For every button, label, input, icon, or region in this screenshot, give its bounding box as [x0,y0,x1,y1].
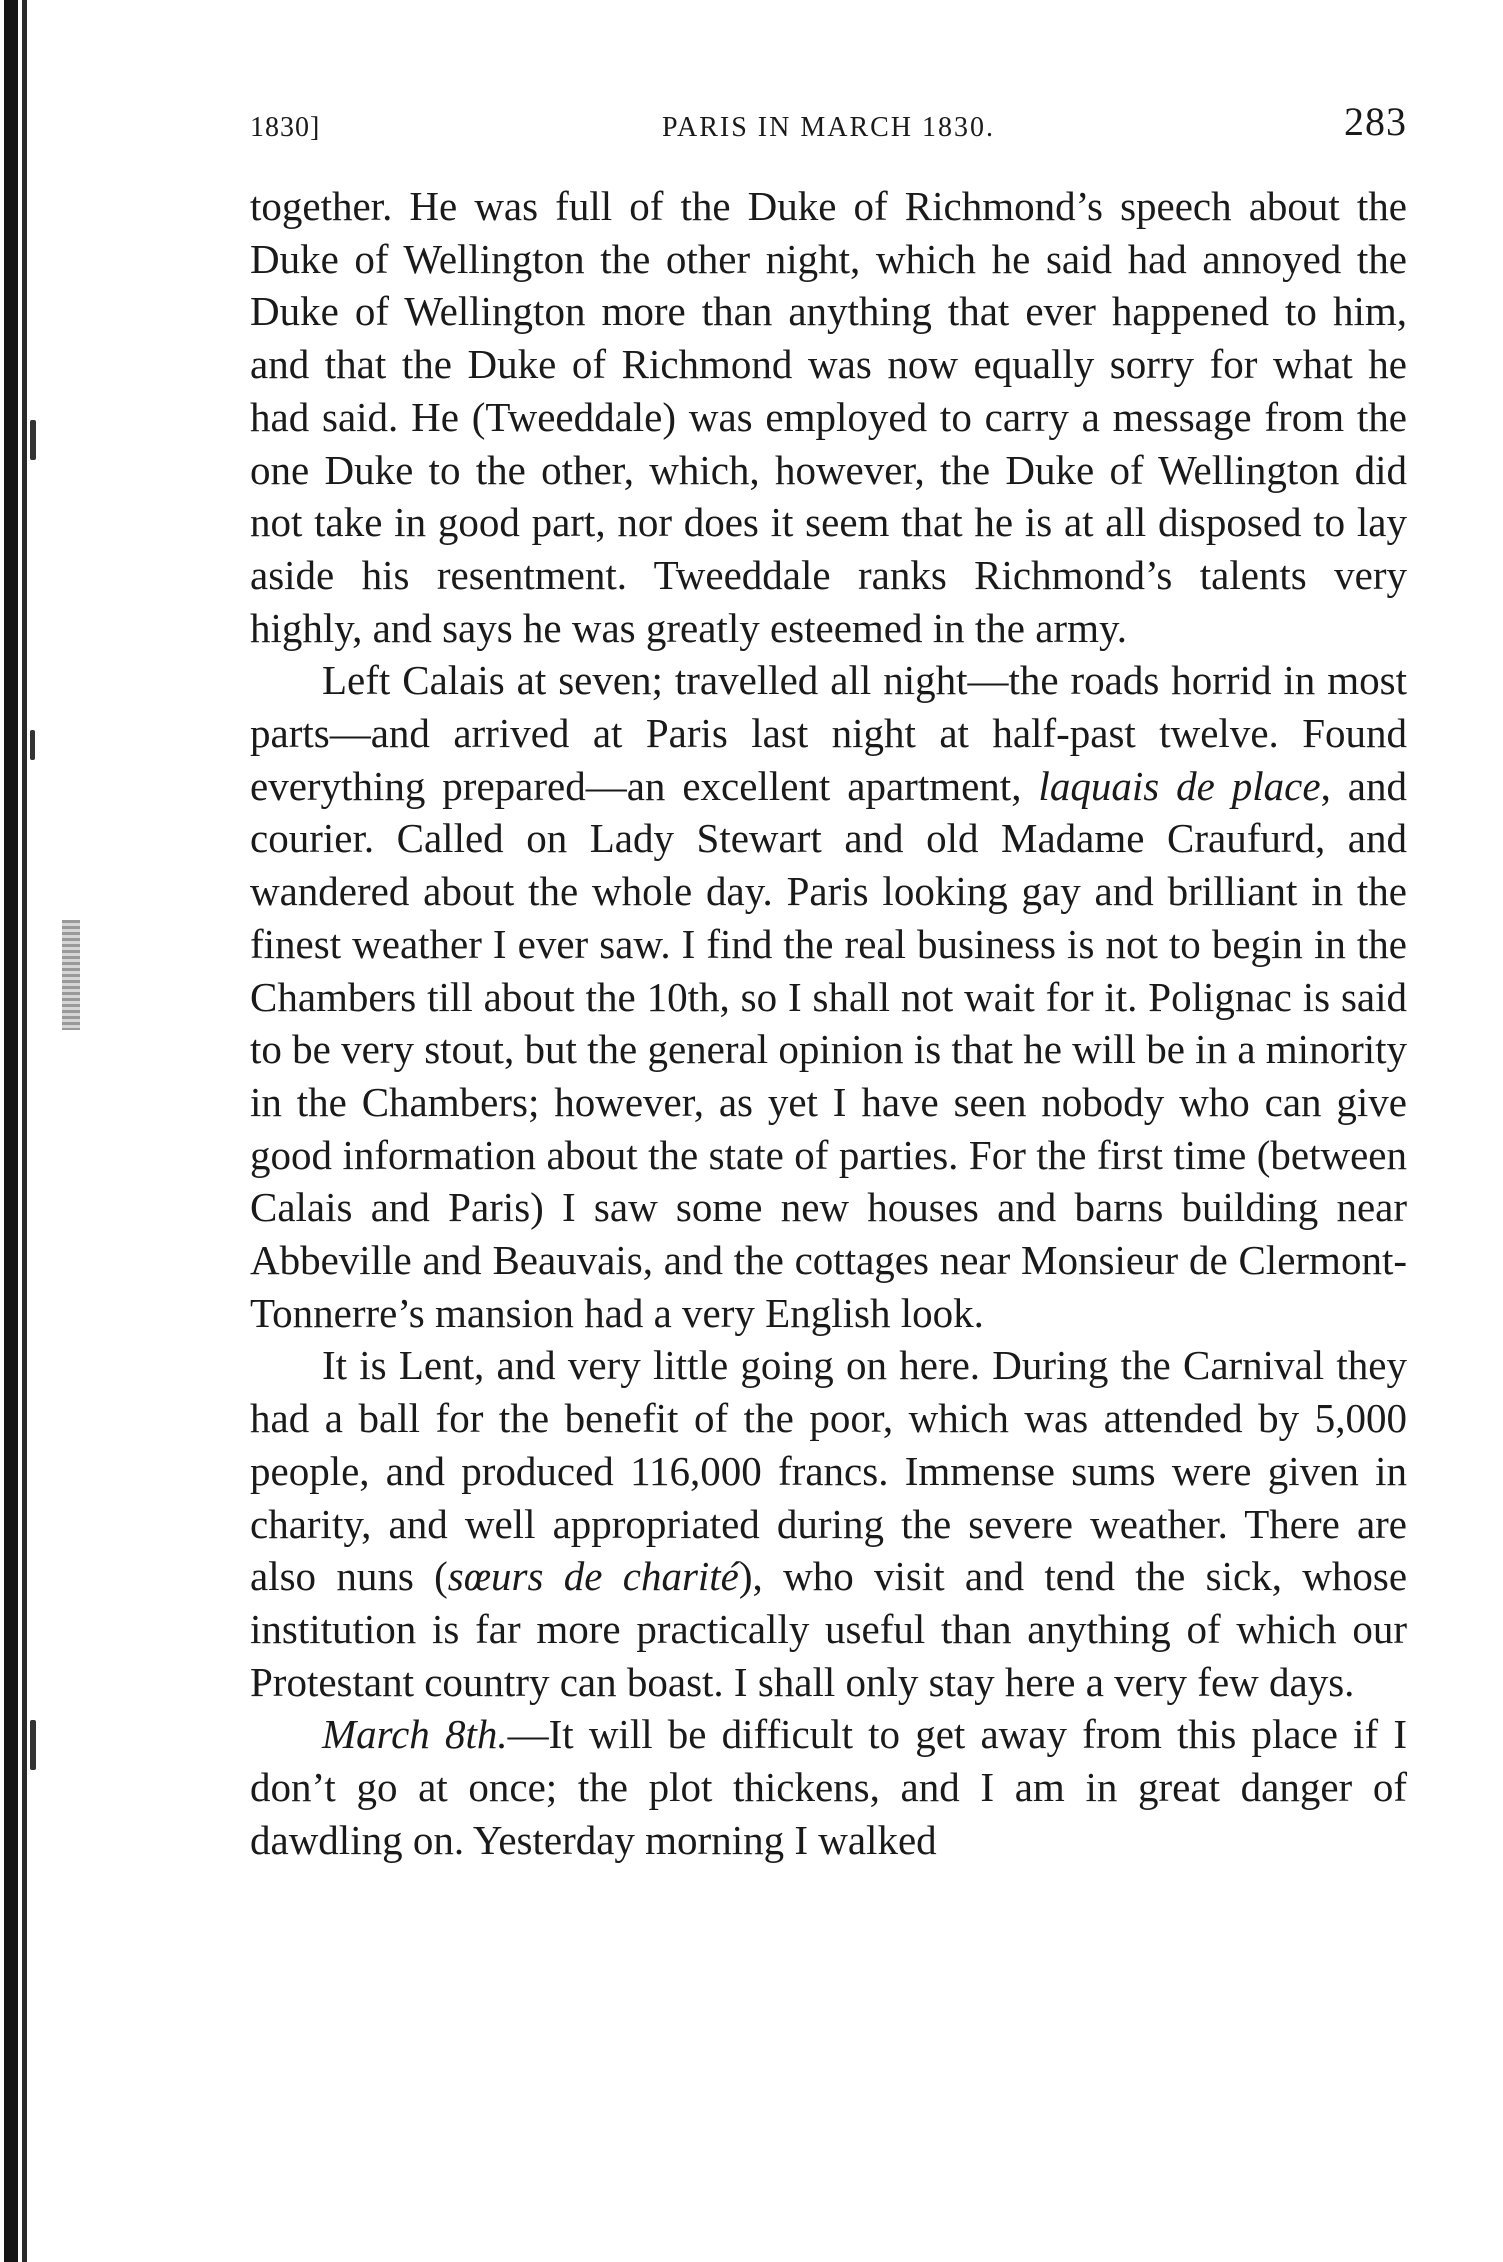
italic-text: sœurs de charité [447,1553,739,1600]
paragraph [250,1339,1407,1708]
text-segment: —It will be difficult to get away from this place if I don’t go at once; the plot thickens, and I am in great danger of dawdling on. Yesterday morning I walked [250,1711,1407,1863]
text-segment: together. He was full of the Duke of Richmond’s speech about the Duke of Wellington the other night, which he said had annoyed the Duke of Wellington more than anything that ever happened to him, and that the Duke of Richmond was now equally sorry for what he had said. He (Tweeddale) was employed to carry a message from the one Duke to the other, which, however, the Duke of Wellington did not take in good part, nor does it seem that he is at all disposed to lay aside his resentment. Tweeddale ranks Richmond’s talents very highly, and says he was greatly esteemed in the army. [250,183,1407,651]
binding-speck [30,730,35,760]
running-head-year: 1830] [250,112,321,143]
text-segment: , and courier. Called on Lady Stewart and old Madame Craufurd, and wandered about the whole day. Paris looking gay and brilliant in the finest weather I ever saw. I find the real business is not to begin in the Chambers till about the 10th, so I shall not wait for it. Polignac is said to be very stout, but the general opinion is that he will be in a minority in the Chambers; however, as yet I have seen nobody who can give good information about the state of parties. For the first time (between Calais and Paris) I saw some new houses and barns building near Abbeville and Beauvais, and the cottages near Monsieur de Clermont-Tonnerre’s mansion had a very English look. [250,762,1407,1336]
paragraph [250,654,1407,1339]
italic-text: laquais de place [1038,762,1321,809]
running-head [250,98,1407,154]
text-segment: Left Calais at seven; travelled all night—the roads horrid in most parts—and arrived at Paris last night at half-past twelve. Found everything prepared—an excellent apartment, [250,657,1407,809]
text-segment: ), who visit and tend the sick, whose institution is far more practically useful than anything of which our Protestant country can boast. I shall only stay here a very few days. [250,1553,1408,1705]
binding-shadow [4,0,18,2262]
running-head-title: PARIS IN MARCH 1830. [661,112,996,143]
italic-text: March 8th. [322,1711,508,1758]
binding-speck [30,1720,36,1770]
body-text [250,180,1407,1867]
binding-speck [30,420,36,460]
text-segment: It is Lent, and very little going on here. During the Carnival they had a ball for the benefit of the poor, which was attended by 5,000 people, and produced 116,000 francs. Immense sums were given in charity, and well appropriated during the severe weather. There are also nuns ( [250,1342,1407,1600]
binding-shadow-inner [22,0,27,2262]
book-page [250,98,1407,1867]
paragraph [250,180,1407,654]
page-number: 283 [1344,99,1407,144]
page-smudge [62,920,80,1030]
paragraph [250,1708,1407,1866]
book-binding-edge [0,0,46,2262]
